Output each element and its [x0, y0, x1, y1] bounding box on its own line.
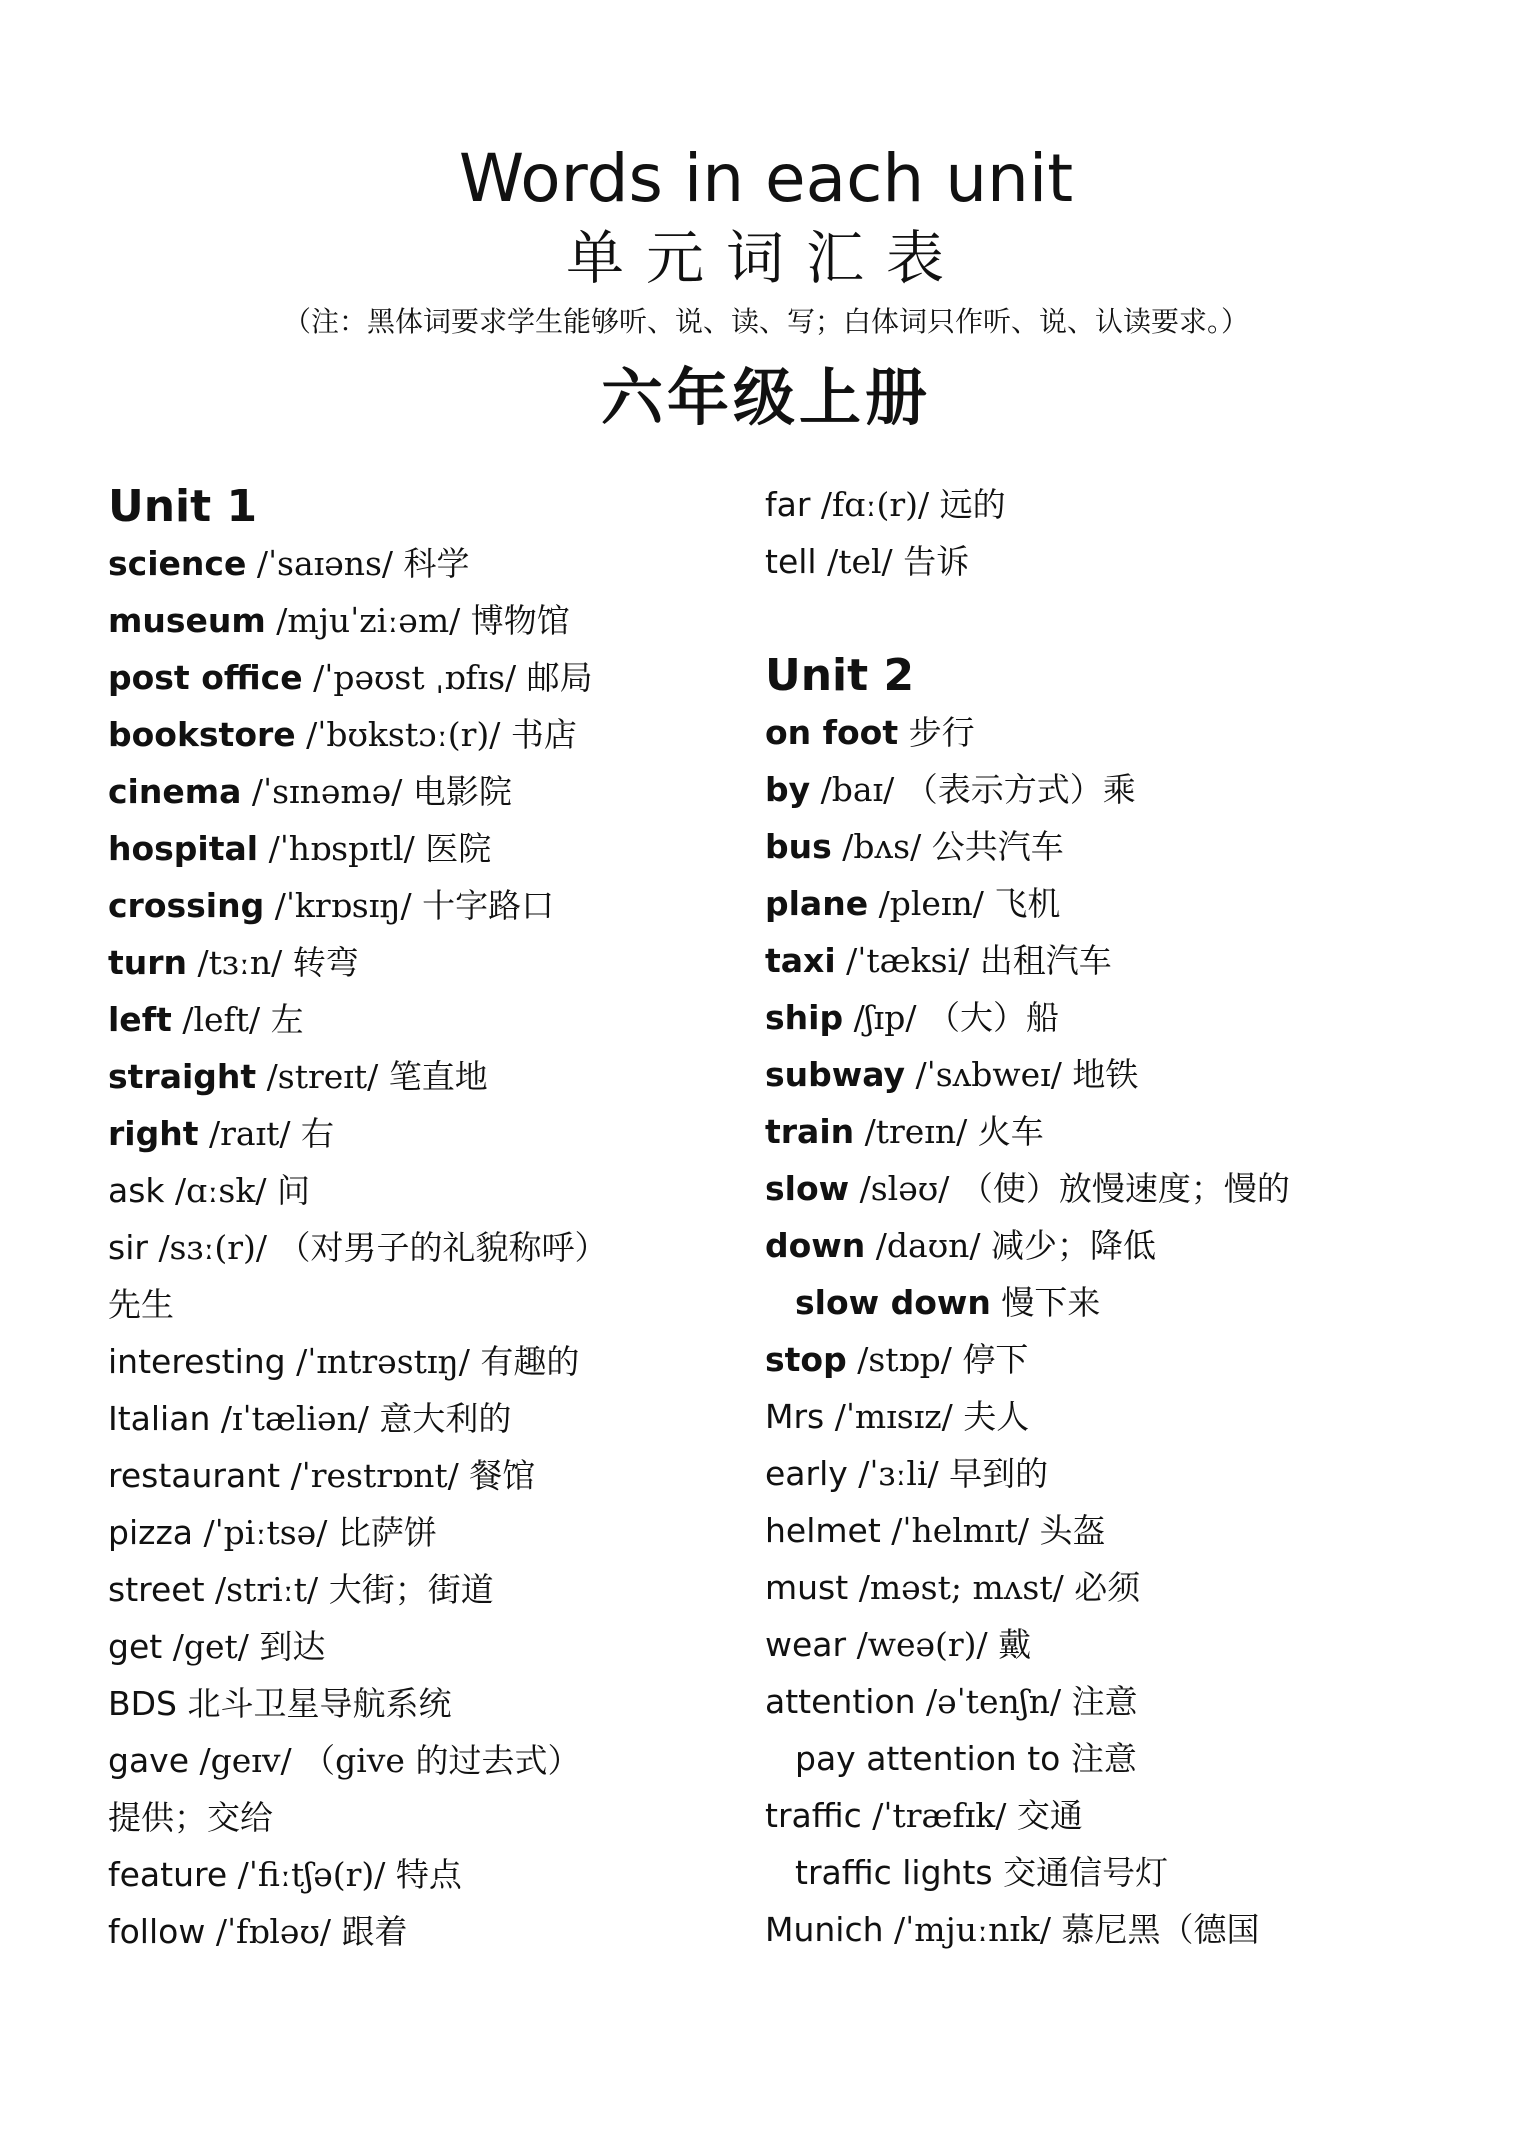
vocab-meaning: 科学: [403, 544, 470, 583]
vocab-meaning: 告诉: [903, 542, 970, 581]
vocab-phonetic: /əˈtenʃn/: [926, 1682, 1062, 1721]
vocab-phonetic: /məst; mʌst/: [858, 1568, 1064, 1607]
vocab-meaning: 提供；交给: [108, 1798, 273, 1837]
vocab-entry: [108, 991, 788, 1048]
vocab-word: restaurant: [108, 1456, 281, 1495]
vocab-phonetic: /ˈfiːtʃə(r)/: [237, 1855, 386, 1894]
vocab-word: traffic lights: [795, 1853, 993, 1892]
vocab-entry: [108, 1048, 788, 1105]
vocab-word: taxi: [765, 941, 836, 980]
vocab-phonetic: /tel/: [827, 542, 893, 581]
vocab-phonetic: /ˈsɪnəmə/: [251, 772, 403, 811]
vocab-word: slow down: [795, 1283, 991, 1322]
vocab-meaning: 书店: [510, 715, 577, 754]
vocab-word: pizza: [108, 1513, 193, 1552]
vocab-word: Italian: [108, 1399, 211, 1438]
vocab-meaning: 北斗卫星导航系统: [187, 1684, 452, 1723]
vocab-entry: [765, 476, 1445, 533]
vocab-entry: [765, 1673, 1445, 1730]
vocab-word: wear: [765, 1625, 847, 1664]
vocab-phonetic: /mjuˈziːəm/: [276, 601, 461, 640]
vocab-meaning: 餐馆: [469, 1456, 536, 1495]
vocab-phonetic: /pleɪn/: [878, 884, 984, 923]
vocab-word: Munich: [765, 1910, 884, 1949]
vocab-word: down: [765, 1226, 866, 1265]
vocab-meaning: 十字路口: [422, 886, 555, 925]
vocab-meaning: （大）船: [926, 998, 1059, 1037]
vocab-entry: [765, 533, 1445, 590]
vocab-phonetic: /ˈhelmɪt/: [891, 1511, 1030, 1550]
vocab-word: ask: [108, 1171, 165, 1210]
vocab-phonetic: /daʊn/: [875, 1226, 981, 1265]
vocab-word: gave: [108, 1741, 190, 1780]
vocab-word: left: [108, 1000, 172, 1039]
vocab-meaning: 跟着: [341, 1912, 408, 1951]
vocab-entry: [108, 934, 788, 991]
vocab-entry: [765, 761, 1445, 818]
vocab-entry: [765, 1787, 1445, 1844]
vocab-word: must: [765, 1568, 849, 1607]
vocab-phonetic: /ɑːsk/: [175, 1171, 267, 1210]
vocab-meaning: 电影院: [412, 772, 512, 811]
vocab-entry: [765, 1160, 1445, 1217]
vocab-word: street: [108, 1570, 205, 1609]
vocab-phonetic: /ɪˈtæliən/: [220, 1399, 369, 1438]
vocab-word: plane: [765, 884, 869, 923]
vocab-entry: [765, 1616, 1445, 1673]
vocab-word: ship: [765, 998, 844, 1037]
vocab-word: pay attention to: [795, 1739, 1061, 1778]
page-subtitle: 单元词汇表: [565, 224, 966, 292]
vocab-word: early: [765, 1454, 848, 1493]
vocab-continuation: [108, 1789, 788, 1846]
vocab-word: interesting: [108, 1342, 286, 1381]
vocab-meaning: 慕尼黑（德国: [1061, 1910, 1260, 1949]
vocab-word: science: [108, 544, 247, 583]
vocab-column-right: [765, 476, 1445, 1958]
vocab-entry: [108, 1447, 788, 1504]
vocab-phonetic: /ˈmjuːnɪk/: [894, 1910, 1052, 1949]
vocab-meaning: （表示方式）乘: [904, 770, 1136, 809]
vocab-phonetic: /ˈfɒləʊ/: [215, 1912, 332, 1951]
vocab-entry: [108, 535, 788, 592]
vocab-word: hospital: [108, 829, 259, 868]
vocab-phonetic: /geɪv/: [199, 1741, 292, 1780]
vocab-entry: [765, 932, 1445, 989]
vocab-meaning: 出租汽车: [979, 941, 1112, 980]
vocab-meaning: 比萨饼: [337, 1513, 437, 1552]
vocab-meaning: 转弯: [292, 943, 359, 982]
vocab-entry: [765, 1502, 1445, 1559]
vocab-meaning: 飞机: [994, 884, 1061, 923]
vocab-word: Mrs: [765, 1397, 825, 1436]
vocab-phonetic: /treɪn/: [864, 1112, 968, 1151]
vocab-entry: [765, 1844, 1445, 1901]
vocab-word: follow: [108, 1912, 206, 1951]
vocab-meaning: 医院: [425, 829, 492, 868]
vocab-phonetic: /ˈtræfɪk/: [872, 1796, 1007, 1835]
vocab-word: stop: [765, 1340, 847, 1379]
vocab-meaning: 步行: [908, 713, 975, 752]
vocab-meaning: （give 的过去式）: [302, 1741, 581, 1780]
vocab-entry: [765, 1274, 1445, 1331]
vocab-meaning: 问: [276, 1171, 310, 1210]
page-note: （注：黑体词要求学生能够听、说、读、写；白体词只作听、说、认读要求。）: [282, 305, 1249, 338]
vocab-word: train: [765, 1112, 855, 1151]
vocab-entry: [765, 1445, 1445, 1502]
vocab-meaning: 公共汽车: [931, 827, 1064, 866]
vocab-continuation: [108, 1276, 788, 1333]
vocab-entry: [108, 1561, 788, 1618]
vocab-word: crossing: [108, 886, 265, 925]
vocab-entry: [108, 706, 788, 763]
vocab-word: far: [765, 485, 811, 524]
vocab-meaning: 先生: [108, 1285, 174, 1324]
vocab-entry: [765, 1730, 1445, 1787]
vocab-phonetic: /ˈbʊkstɔː(r)/: [306, 715, 501, 754]
vocab-phonetic: /baɪ/: [820, 770, 895, 809]
vocab-word: helmet: [765, 1511, 881, 1550]
vocab-phonetic: /ˈrestrɒnt/: [290, 1456, 459, 1495]
vocab-entry: [108, 1504, 788, 1561]
vocab-phonetic: /raɪt/: [208, 1114, 291, 1153]
vocab-word: tell: [765, 542, 817, 581]
vocab-meaning: 早到的: [949, 1454, 1049, 1493]
vocab-entry: [765, 1103, 1445, 1160]
vocab-meaning: 交通信号灯: [1003, 1853, 1169, 1892]
vocab-meaning: 夫人: [963, 1397, 1030, 1436]
vocab-entry: [108, 649, 788, 706]
vocab-word: BDS: [108, 1684, 177, 1723]
vocab-word: post office: [108, 658, 303, 697]
vocab-meaning: 交通: [1016, 1796, 1083, 1835]
vocab-entry: [108, 1675, 788, 1732]
vocab-entry: [108, 1162, 788, 1219]
vocab-meaning: 戴: [998, 1625, 1032, 1664]
vocab-phonetic: /ˈtæksi/: [846, 941, 970, 980]
vocab-phonetic: /ˈɪntrəstɪŋ/: [296, 1342, 470, 1381]
vocab-phonetic: /ˈsʌbweɪ/: [915, 1055, 1062, 1094]
vocab-phonetic: /ˈkrɒsɪŋ/: [274, 886, 412, 925]
vocab-entry: [765, 1901, 1445, 1958]
vocab-entry: [765, 875, 1445, 932]
vocab-phonetic: /ʃɪp/: [853, 998, 917, 1037]
vocab-meaning: 慢下来: [1001, 1283, 1101, 1322]
vocab-phonetic: /bʌs/: [842, 827, 922, 866]
vocab-entry: [765, 704, 1445, 761]
vocab-word: bus: [765, 827, 832, 866]
vocab-word: get: [108, 1627, 163, 1666]
vocab-phonetic: /ˈhɒspɪtl/: [268, 829, 415, 868]
vocab-word: slow: [765, 1169, 850, 1208]
vocab-word: attention: [765, 1682, 916, 1721]
vocab-meaning: 左: [270, 1000, 304, 1039]
unit-heading: Unit 2: [765, 650, 915, 701]
vocab-meaning: 注意: [1070, 1739, 1137, 1778]
vocab-phonetic: /get/: [172, 1627, 249, 1666]
vocab-meaning: 远的: [939, 485, 1006, 524]
vocab-meaning: 右: [301, 1114, 334, 1153]
vocab-word: cinema: [108, 772, 242, 811]
vocab-entry: [765, 1331, 1445, 1388]
vocab-meaning: 笔直地: [388, 1057, 488, 1096]
vocab-meaning: 注意: [1071, 1682, 1138, 1721]
vocab-phonetic: /left/: [182, 1000, 261, 1039]
vocab-word: on foot: [765, 713, 899, 752]
vocab-meaning: 减少；降低: [991, 1226, 1157, 1265]
vocab-meaning: 意大利的: [379, 1399, 512, 1438]
vocab-phonetic: /ˈmɪsɪz/: [834, 1397, 953, 1436]
vocab-entry: [765, 1388, 1445, 1445]
vocab-entry: [765, 818, 1445, 875]
vocab-meaning: 特点: [395, 1855, 462, 1894]
vocab-word: right: [108, 1114, 199, 1153]
vocab-entry: [108, 1390, 788, 1447]
vocab-meaning: （对男子的礼貌称呼）: [277, 1228, 608, 1267]
vocab-meaning: 到达: [259, 1627, 326, 1666]
vocab-entry: [108, 1846, 788, 1903]
vocab-entry: [108, 1618, 788, 1675]
vocab-meaning: 有趣的: [480, 1342, 580, 1381]
unit-heading: Unit 1: [108, 481, 258, 532]
vocab-word: straight: [108, 1057, 257, 1096]
vocab-entry: [765, 1217, 1445, 1274]
vocab-entry: [765, 1559, 1445, 1616]
vocab-word: subway: [765, 1055, 906, 1094]
vocab-entry: [108, 1105, 788, 1162]
vocab-meaning: 博物馆: [470, 601, 570, 640]
vocab-meaning: 大街；街道: [328, 1570, 494, 1609]
vocab-meaning: 火车: [977, 1112, 1044, 1151]
vocab-entry: [108, 1219, 788, 1276]
vocab-word: museum: [108, 601, 266, 640]
page-title: Words in each unit: [458, 140, 1074, 217]
vocab-phonetic: /sləʊ/: [859, 1169, 950, 1208]
vocab-meaning: 停下: [962, 1340, 1029, 1379]
vocab-entry: [765, 989, 1445, 1046]
vocab-entry: [108, 1333, 788, 1390]
vocab-entry: [765, 1046, 1445, 1103]
vocab-meaning: 邮局: [526, 658, 593, 697]
vocab-phonetic: /streɪt/: [266, 1057, 379, 1096]
vocab-meaning: 头盔: [1039, 1511, 1106, 1550]
vocab-entry: [108, 820, 788, 877]
vocab-phonetic: /sɜː(r)/: [158, 1228, 268, 1267]
vocab-phonetic: /ˈsaɪəns/: [256, 544, 394, 583]
vocab-entry: [108, 763, 788, 820]
vocab-meaning: 必须: [1074, 1568, 1141, 1607]
vocab-word: turn: [108, 943, 188, 982]
vocab-meaning: （使）放慢速度；慢的: [959, 1169, 1290, 1208]
vocab-meaning: 地铁: [1072, 1055, 1139, 1094]
grade-heading: 六年级上册: [600, 361, 931, 434]
spacer: [765, 590, 1445, 647]
vocab-phonetic: /tɜːn/: [197, 943, 283, 982]
vocab-phonetic: /ˈɜːli/: [858, 1454, 939, 1493]
vocab-word: bookstore: [108, 715, 296, 754]
vocab-entry: [108, 1903, 788, 1960]
vocab-word: traffic: [765, 1796, 862, 1835]
vocab-phonetic: /ˈpiːtsə/: [203, 1513, 328, 1552]
vocab-word: by: [765, 770, 811, 809]
vocab-column-left: [108, 478, 788, 1960]
vocab-phonetic: /ˈpəʊst ˌɒfɪs/: [313, 658, 517, 697]
vocab-phonetic: /stɒp/: [857, 1340, 952, 1379]
vocab-word: feature: [108, 1855, 228, 1894]
vocab-phonetic: /weə(r)/: [856, 1625, 988, 1664]
vocab-entry: [108, 592, 788, 649]
vocab-entry: [108, 877, 788, 934]
vocab-phonetic: /striːt/: [215, 1570, 319, 1609]
vocab-entry: [108, 1732, 788, 1789]
vocab-word: sir: [108, 1228, 148, 1267]
vocab-phonetic: /fɑː(r)/: [820, 485, 930, 524]
